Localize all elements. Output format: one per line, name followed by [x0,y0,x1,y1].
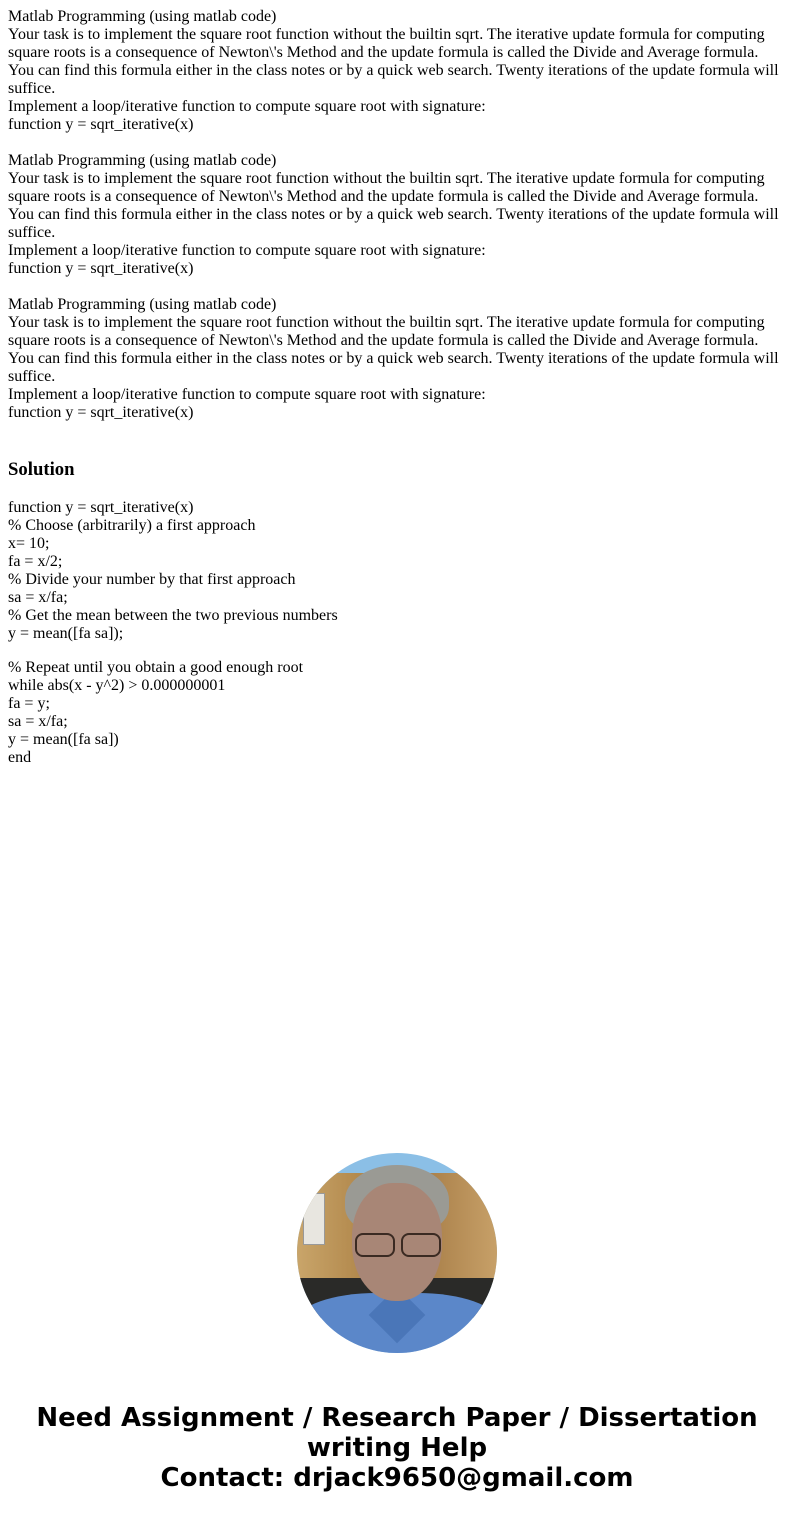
code-spacer [8,643,786,659]
code-line: sa = x/fa; [8,589,68,606]
question-body: Your task is to implement the square root function without the builtin sqrt. The iterative update formula for computing square roots is a consequence of Newton\'s Method and the update formula is called the Divide and Average formula. You can find this formula either in the class notes or by a quick web search. Twenty iterations of the update formula will suffice. [8,26,779,97]
avatar-photo [297,1153,497,1353]
promo-contact: Contact: drjack9650@gmail.com [160,1463,634,1493]
code-line: fa = x/2; [8,553,63,570]
code-line: end [8,749,32,766]
code-line: function y = sqrt_iterative(x) [8,499,194,516]
solution-code [8,499,786,767]
code-line: y = mean([fa sa]) [8,731,119,748]
code-line: x= 10; [8,535,50,552]
question-signature: function y = sqrt_iterative(x) [8,116,194,133]
glasses-icon [355,1233,395,1257]
question-body: Your task is to implement the square root function without the builtin sqrt. The iterative update formula for computing square roots is a consequence of Newton\'s Method and the update formula is called the Divide and Average formula. You can find this formula either in the class notes or by a quick web search. Twenty iterations of the update formula will suffice. [8,314,779,385]
question-signature: function y = sqrt_iterative(x) [8,404,194,421]
question-block [8,152,786,278]
code-line: y = mean([fa sa]); [8,625,124,642]
question-title: Matlab Programming (using matlab code) [8,8,277,25]
question-body: Your task is to implement the square root function without the builtin sqrt. The iterative update formula for computing square roots is a consequence of Newton\'s Method and the update formula is called the Divide and Average formula. You can find this formula either in the class notes or by a quick web search. Twenty iterations of the update formula will suffice. [8,170,779,241]
photo-wall-switch [303,1193,325,1245]
question-instruction: Implement a loop/iterative function to compute square root with signature: [8,98,486,115]
solution-heading: Solution [8,459,75,480]
code-line: sa = x/fa; [8,713,68,730]
question-block [8,8,786,134]
promo-line-2: writing Help [306,1433,488,1463]
question-instruction: Implement a loop/iterative function to compute square root with signature: [8,242,486,259]
question-block [8,296,786,422]
question-title: Matlab Programming (using matlab code) [8,152,277,169]
code-line: % Divide your number by that first approach [8,571,296,588]
question-title: Matlab Programming (using matlab code) [8,296,277,313]
code-line: % Get the mean between the two previous numbers [8,607,338,624]
question-section [8,8,786,440]
code-line: fa = y; [8,695,50,712]
promo-banner [0,1403,794,1493]
code-line: while abs(x - y^2) > 0.000000001 [8,677,226,694]
glasses-icon [401,1233,441,1257]
promo-line-1: Need Assignment / Research Paper / Dissertation [36,1403,758,1433]
code-line: % Repeat until you obtain a good enough root [8,659,304,676]
question-instruction: Implement a loop/iterative function to compute square root with signature: [8,386,486,403]
code-line: % Choose (arbitrarily) a first approach [8,517,256,534]
question-signature: function y = sqrt_iterative(x) [8,260,194,277]
